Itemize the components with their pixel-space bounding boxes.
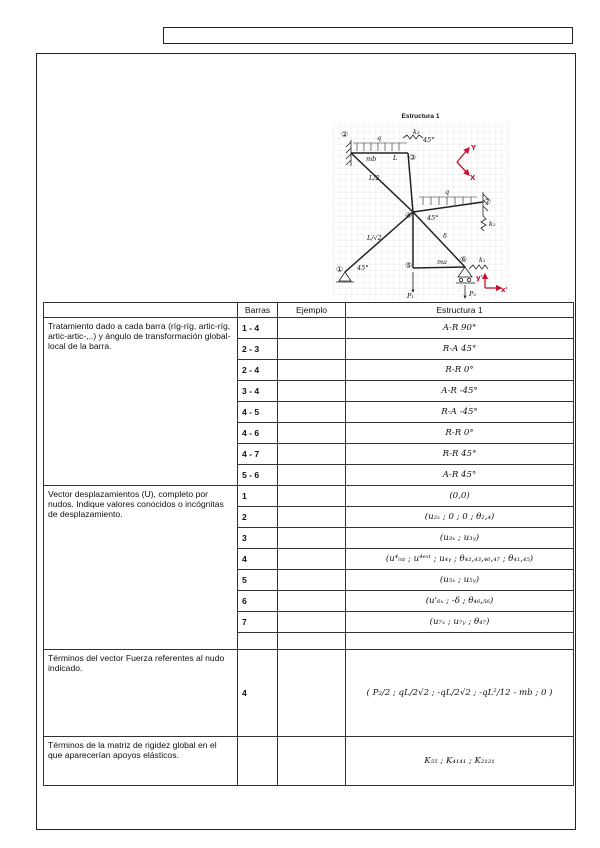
header-estructura: Estructura 1 bbox=[346, 303, 574, 318]
question-stiffness: Términos de la matriz de rigidez global en el que aparecerían apoyos elásticos. bbox=[44, 737, 238, 786]
answer-cell[interactable]: R-A -45° bbox=[346, 402, 574, 423]
example-cell[interactable] bbox=[278, 549, 346, 570]
example-cell[interactable] bbox=[278, 612, 346, 633]
axis-xp-label: x' bbox=[501, 286, 508, 294]
structure-figure bbox=[333, 113, 508, 300]
table-header-row bbox=[44, 303, 574, 318]
node-5-label: ⑤ bbox=[405, 261, 413, 270]
node-7-label: ⑦ bbox=[484, 197, 492, 206]
axis-yp-label: y' bbox=[476, 274, 483, 282]
length-l2-label: L/2 bbox=[369, 174, 380, 182]
length-lsq-label: L/√2 bbox=[367, 234, 382, 242]
node-key: 4 bbox=[238, 650, 278, 737]
node-2-label: ② bbox=[341, 130, 349, 139]
example-cell[interactable] bbox=[278, 486, 346, 507]
load-q-top-label: q bbox=[377, 134, 382, 142]
node-key: 2 bbox=[238, 507, 278, 528]
structure-diagram bbox=[333, 120, 508, 300]
answer-cell[interactable]: (0,0) bbox=[346, 486, 574, 507]
node-key: 3 bbox=[238, 528, 278, 549]
node-1-label: ① bbox=[336, 265, 344, 274]
bar-key: 5 - 6 bbox=[238, 465, 278, 486]
answer-cell[interactable]: K₅₅ ; K₄₁₄₁ ; K₂₁₂₁ bbox=[346, 737, 574, 786]
bar-key: 2 - 3 bbox=[238, 339, 278, 360]
table-row bbox=[44, 650, 574, 737]
answer-cell[interactable]: R-R 0° bbox=[346, 360, 574, 381]
node-6-label: ⑥ bbox=[460, 255, 468, 264]
load-q-mid-label: q bbox=[445, 188, 450, 196]
answer-cell[interactable]: R-R 45° bbox=[346, 444, 574, 465]
answer-cell[interactable]: (u₃ₓ ; u₃ᵧ) bbox=[346, 528, 574, 549]
example-cell[interactable] bbox=[278, 737, 346, 786]
answer-cell[interactable]: (u₂ₓ ; 0 ; 0 ; θ₂,₄) bbox=[346, 507, 574, 528]
answer-cell[interactable]: R-A 45° bbox=[346, 339, 574, 360]
example-cell[interactable] bbox=[278, 339, 346, 360]
example-cell[interactable] bbox=[278, 444, 346, 465]
bar-key: 2 - 4 bbox=[238, 360, 278, 381]
load-p2-label: P₂ bbox=[469, 290, 476, 298]
angle-top-label: 45° bbox=[423, 136, 435, 144]
answer-cell[interactable]: (u₇ₓ ; u₇ᵧ ; θ₄₇) bbox=[346, 612, 574, 633]
node-key: 4 bbox=[238, 549, 278, 570]
answer-cell[interactable]: (u₅ₓ ; u₅ᵧ) bbox=[346, 570, 574, 591]
header-barras: Barras bbox=[238, 303, 278, 318]
question-force: Términos del vector Fuerza referentes al nudo indicado. bbox=[44, 650, 238, 737]
example-cell[interactable] bbox=[278, 465, 346, 486]
header-blank bbox=[44, 303, 238, 318]
answer-cell[interactable]: (u'₆ₓ ; -δ ; θ₄₆,₅₆) bbox=[346, 591, 574, 612]
example-cell[interactable] bbox=[278, 360, 346, 381]
node-4-label: ④ bbox=[405, 211, 413, 220]
bar-key: 4 - 5 bbox=[238, 402, 278, 423]
moment-ma-label: ma bbox=[437, 258, 448, 266]
example-cell[interactable] bbox=[278, 633, 346, 650]
question-bars: Tratamiento dado a cada barra (ríg-ríg, artic-ríg, artic-artic-,..) y ángulo de transformación global-local de la barra. bbox=[44, 318, 238, 486]
moment-mb-label: mb bbox=[366, 155, 377, 163]
bar-key: 1 - 4 bbox=[238, 318, 278, 339]
answer-cell[interactable]: A-R 90° bbox=[346, 318, 574, 339]
spring-k1-label: k₁ bbox=[479, 256, 486, 264]
header-ejemplo: Ejemplo bbox=[278, 303, 346, 318]
node-3-label: ③ bbox=[409, 153, 417, 162]
bar-key: 4 - 6 bbox=[238, 423, 278, 444]
example-cell[interactable] bbox=[278, 650, 346, 737]
table-row bbox=[44, 737, 574, 786]
answer-table bbox=[43, 302, 574, 786]
answer-cell[interactable]: (u⁴ᵢₙₜ ; u⁴ᵉˣᵗ ; u₄ᵧ ; θ₄₂,₄₃,₄₆,₄₇ ; θ₄₁,₄₅) bbox=[346, 549, 574, 570]
angle-bottom-label: 45° bbox=[357, 264, 369, 272]
bar-key: 4 - 7 bbox=[238, 444, 278, 465]
node-key: 1 bbox=[238, 486, 278, 507]
name-field[interactable] bbox=[163, 27, 573, 44]
table-row bbox=[44, 486, 574, 507]
node-key bbox=[238, 737, 278, 786]
example-cell[interactable] bbox=[278, 318, 346, 339]
answer-cell[interactable]: A-R -45° bbox=[346, 381, 574, 402]
answer-cell[interactable] bbox=[346, 633, 574, 650]
example-cell[interactable] bbox=[278, 402, 346, 423]
node-key bbox=[238, 633, 278, 650]
load-p1-label: P₁ bbox=[407, 292, 414, 300]
answer-cell[interactable]: A-R 45° bbox=[346, 465, 574, 486]
answer-cell[interactable]: R-R 0° bbox=[346, 423, 574, 444]
example-cell[interactable] bbox=[278, 507, 346, 528]
axis-x-label: X bbox=[470, 174, 476, 182]
example-cell[interactable] bbox=[278, 381, 346, 402]
spring-k3-label: k₃ bbox=[413, 128, 420, 136]
node-key: 5 bbox=[238, 570, 278, 591]
bar-key: 3 - 4 bbox=[238, 381, 278, 402]
length-l-label: L bbox=[393, 154, 398, 162]
example-cell[interactable] bbox=[278, 528, 346, 549]
axis-y-label: Y bbox=[471, 144, 477, 152]
example-cell[interactable] bbox=[278, 591, 346, 612]
question-displacements: Vector desplazamientos (U), completo por nudos. Indique valores conocidos o incógnitas de desplazamiento. bbox=[44, 486, 238, 650]
spring-k2-label: k₂ bbox=[489, 220, 496, 228]
example-cell[interactable] bbox=[278, 423, 346, 444]
angle-mid-label: 45° bbox=[427, 214, 439, 222]
example-cell[interactable] bbox=[278, 570, 346, 591]
node-key: 7 bbox=[238, 612, 278, 633]
delta-label: δ bbox=[443, 232, 447, 240]
answer-cell[interactable]: ( P₂/2 ; qL/2√2 ; -qL/2√2 ; -qL²/12 - mb ; 0 ) bbox=[346, 650, 574, 737]
table-row bbox=[44, 318, 574, 339]
figure-title: Estructura 1 bbox=[401, 113, 440, 120]
node-key: 6 bbox=[238, 591, 278, 612]
